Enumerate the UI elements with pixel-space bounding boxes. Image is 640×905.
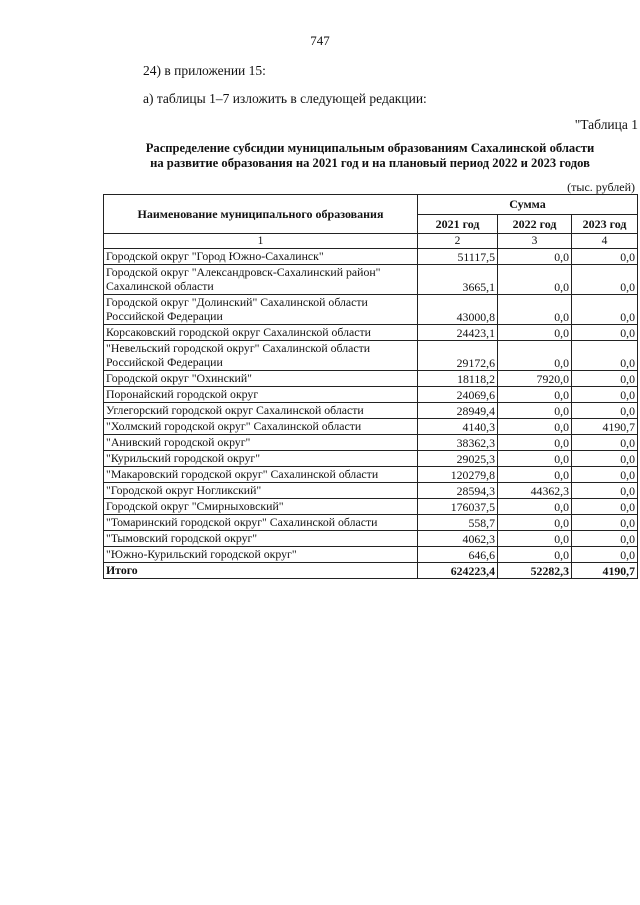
amount-2022: 0,0 — [498, 451, 572, 467]
amount-2021: 28949,4 — [418, 403, 498, 419]
amount-2021: 51117,5 — [418, 249, 498, 265]
amount-2022: 0,0 — [498, 341, 572, 371]
amount-2021: 3665,1 — [418, 265, 498, 295]
column-number-4: 4 — [572, 234, 638, 249]
amount-2023: 0,0 — [572, 249, 638, 265]
municipality-name: "Тымовский городской округ" — [104, 531, 418, 547]
amount-2021: 24423,1 — [418, 325, 498, 341]
amount-2021: 4062,3 — [418, 531, 498, 547]
amount-2021: 38362,3 — [418, 435, 498, 451]
total-label: Итого — [104, 563, 418, 579]
table-row — [104, 435, 638, 451]
amount-2023: 0,0 — [572, 387, 638, 403]
amount-2021: 18118,2 — [418, 371, 498, 387]
table-row — [104, 295, 638, 325]
amount-2021: 24069,6 — [418, 387, 498, 403]
amount-2021: 43000,8 — [418, 295, 498, 325]
amount-2023: 0,0 — [572, 531, 638, 547]
table-row — [104, 515, 638, 531]
table-row — [104, 531, 638, 547]
header-year-2023: 2023 год — [572, 214, 638, 234]
table-row — [104, 341, 638, 371]
municipality-name: Городской округ "Охинский" — [104, 371, 418, 387]
municipality-name: "Томаринский городской округ" Сахалинской области — [104, 515, 418, 531]
amount-2023: 4190,7 — [572, 419, 638, 435]
total-2021: 624223,4 — [418, 563, 498, 579]
header-year-2022: 2022 год — [498, 214, 572, 234]
amount-2023: 0,0 — [572, 371, 638, 387]
municipality-name: "Холмский городской округ" Сахалинской области — [104, 419, 418, 435]
amount-2023: 0,0 — [572, 403, 638, 419]
total-2023: 4190,7 — [572, 563, 638, 579]
table-row — [104, 467, 638, 483]
amount-2023: 0,0 — [572, 341, 638, 371]
header-municipality: Наименование муниципального образования — [104, 195, 418, 234]
municipality-name: "Макаровский городской округ" Сахалинской области — [104, 467, 418, 483]
table-row — [104, 325, 638, 341]
amount-2023: 0,0 — [572, 265, 638, 295]
municipality-name: Городской округ "Александровск-Сахалинский район" Сахалинской области — [104, 265, 418, 295]
table-row — [104, 499, 638, 515]
amount-2022: 0,0 — [498, 325, 572, 341]
total-2022: 52282,3 — [498, 563, 572, 579]
amount-2022: 0,0 — [498, 249, 572, 265]
amount-2022: 0,0 — [498, 387, 572, 403]
municipality-name: Городской округ "Смирныховский" — [104, 499, 418, 515]
amount-2022: 0,0 — [498, 403, 572, 419]
amount-2023: 0,0 — [572, 515, 638, 531]
amount-2021: 120279,8 — [418, 467, 498, 483]
table-row — [104, 249, 638, 265]
amount-2021: 29025,3 — [418, 451, 498, 467]
amount-2022: 7920,0 — [498, 371, 572, 387]
amount-2023: 0,0 — [572, 483, 638, 499]
column-number-2: 2 — [418, 234, 498, 249]
amount-2021: 176037,5 — [418, 499, 498, 515]
amount-2023: 0,0 — [572, 435, 638, 451]
units-note: (тыс. рублей) — [567, 180, 635, 194]
amount-2022: 0,0 — [498, 295, 572, 325]
amount-2023: 0,0 — [572, 467, 638, 483]
table-row — [104, 265, 638, 295]
column-number-1: 1 — [104, 234, 418, 249]
amount-2021: 28594,3 — [418, 483, 498, 499]
municipality-name: "Невельский городской округ" Сахалинской области Российской Федерации — [104, 341, 418, 371]
page-number: 747 — [310, 33, 330, 48]
amount-2022: 0,0 — [498, 515, 572, 531]
total-row — [104, 563, 638, 579]
municipality-name: Поронайский городской округ — [104, 387, 418, 403]
header-year-2021: 2021 год — [418, 214, 498, 234]
amount-2021: 646,6 — [418, 547, 498, 563]
amount-2023: 0,0 — [572, 295, 638, 325]
table-caption: "Таблица 1 — [574, 117, 638, 132]
table-row — [104, 451, 638, 467]
amount-2023: 0,0 — [572, 451, 638, 467]
subsidy-table — [103, 194, 638, 579]
municipality-name: "Городской округ Ногликский" — [104, 483, 418, 499]
table-row — [104, 419, 638, 435]
municipality-name: Корсаковский городской округ Сахалинской области — [104, 325, 418, 341]
amount-2021: 558,7 — [418, 515, 498, 531]
amount-2022: 0,0 — [498, 531, 572, 547]
amount-2022: 0,0 — [498, 265, 572, 295]
amendment-item: 24) в приложении 15: — [143, 63, 266, 78]
table-row — [104, 483, 638, 499]
amount-2022: 0,0 — [498, 467, 572, 483]
amount-2022: 0,0 — [498, 547, 572, 563]
header-sum: Сумма — [418, 195, 638, 215]
table-title-line-1: Распределение субсидии муниципальным образованиям Сахалинской области — [145, 141, 595, 155]
amount-2022: 44362,3 — [498, 483, 572, 499]
amount-2021: 29172,6 — [418, 341, 498, 371]
amount-2021: 4140,3 — [418, 419, 498, 435]
table-title — [100, 141, 640, 171]
municipality-name: Углегорский городской округ Сахалинской области — [104, 403, 418, 419]
municipality-name: "Южно-Курильский городской округ" — [104, 547, 418, 563]
amount-2023: 0,0 — [572, 547, 638, 563]
amount-2022: 0,0 — [498, 419, 572, 435]
municipality-name: "Анивский городской округ" — [104, 435, 418, 451]
amendment-subitem: а) таблицы 1–7 изложить в следующей редакции: — [143, 91, 427, 106]
amount-2023: 0,0 — [572, 499, 638, 515]
municipality-name: "Курильский городской округ" — [104, 451, 418, 467]
table-row — [104, 403, 638, 419]
table-title-line-2: на развитие образования на 2021 год и на плановый период 2022 и 2023 годов — [150, 156, 590, 170]
table-row — [104, 371, 638, 387]
amount-2022: 0,0 — [498, 435, 572, 451]
municipality-name: Городской округ "Город Южно-Сахалинск" — [104, 249, 418, 265]
amount-2023: 0,0 — [572, 325, 638, 341]
table-row — [104, 547, 638, 563]
municipality-name: Городской округ "Долинский" Сахалинской области Российской Федерации — [104, 295, 418, 325]
table-row — [104, 387, 638, 403]
amount-2022: 0,0 — [498, 499, 572, 515]
column-number-3: 3 — [498, 234, 572, 249]
